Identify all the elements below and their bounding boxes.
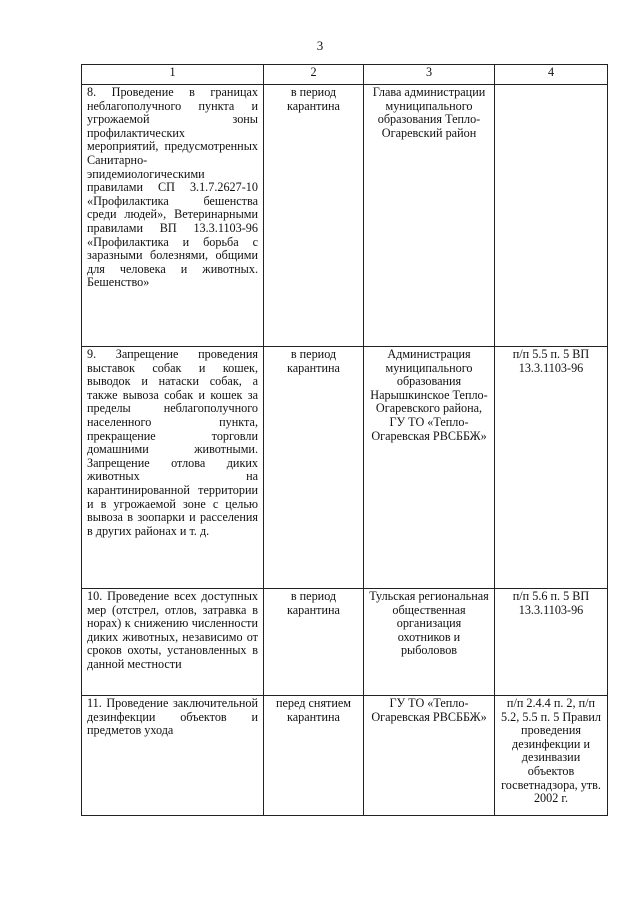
header-row	[82, 65, 608, 85]
measure-cell: 11. Проведение заключительной дезинфекции объектов и предметов ухода	[82, 696, 264, 816]
responsible-cell: ГУ ТО «Тепло-Огаревская РВСББЖ»	[364, 696, 495, 816]
page-number: 3	[316, 38, 324, 53]
responsible-cell: Администрация муниципального образования Нарышкинское Тепло-Огаревского района, ГУ ТО «Тепло-Огаревская РВСББЖ»	[364, 347, 495, 589]
responsible-cell: Тульская региональная общественная организация охотников и рыболовов	[364, 589, 495, 696]
basis-cell: п/п 2.4.4 п. 2, п/п 5.2, 5.5 п. 5 Правил проведения дезинфекции и дезинвазии объектов госветнадзора, утв. 2002 г.	[495, 696, 608, 816]
table-row	[82, 85, 608, 347]
header-col-4: 4	[495, 65, 608, 85]
table-row	[82, 589, 608, 696]
measures-table	[81, 64, 608, 816]
header-col-2: 2	[264, 65, 364, 85]
measure-cell: 10. Проведение всех доступных мер (отстрел, отлов, затравка в норах) к снижению численности диких животных, независимо от сроков охоты, установленных в данной местности	[82, 589, 264, 696]
table-row	[82, 696, 608, 816]
period-cell: в период карантина	[264, 85, 364, 347]
period-cell: в период карантина	[264, 347, 364, 589]
period-cell: в период карантина	[264, 589, 364, 696]
table-row	[82, 347, 608, 589]
header-col-3: 3	[364, 65, 495, 85]
basis-cell: п/п 5.6 п. 5 ВП 13.3.1103-96	[495, 589, 608, 696]
responsible-cell: Глава администрации муниципального образования Тепло-Огаревский район	[364, 85, 495, 347]
basis-cell	[495, 85, 608, 347]
table-body	[82, 85, 608, 816]
basis-cell: п/п 5.5 п. 5 ВП 13.3.1103-96	[495, 347, 608, 589]
period-cell: перед снятием карантина	[264, 696, 364, 816]
header-col-1: 1	[82, 65, 264, 85]
table-header	[82, 65, 608, 85]
measure-cell: 8. Проведение в границах неблагополучного пункта и угрожаемой зоны профилактических мероприятий, предусмотренных Санитарно-эпидемиологическими правилами СП 3.1.7.2627-10 «Профилактика бешенства среди людей», Ветеринарными правилами ВП 13.3.1103-96 «Профилактика и борьба с заразными болезнями, общими для человека и животных. Бешенство»	[82, 85, 264, 347]
measure-cell: 9. Запрещение проведения выставок собак и кошек, выводок и натаски собак, а также вывоза собак и кошек за пределы неблагополучного населенного пункта, прекращение торговли домашними животными. Запрещение отлова диких животных на карантинированной территории и в угрожаемой зоне с целью вывоза в зоопарки и расселения в других районах и т. д.	[82, 347, 264, 589]
